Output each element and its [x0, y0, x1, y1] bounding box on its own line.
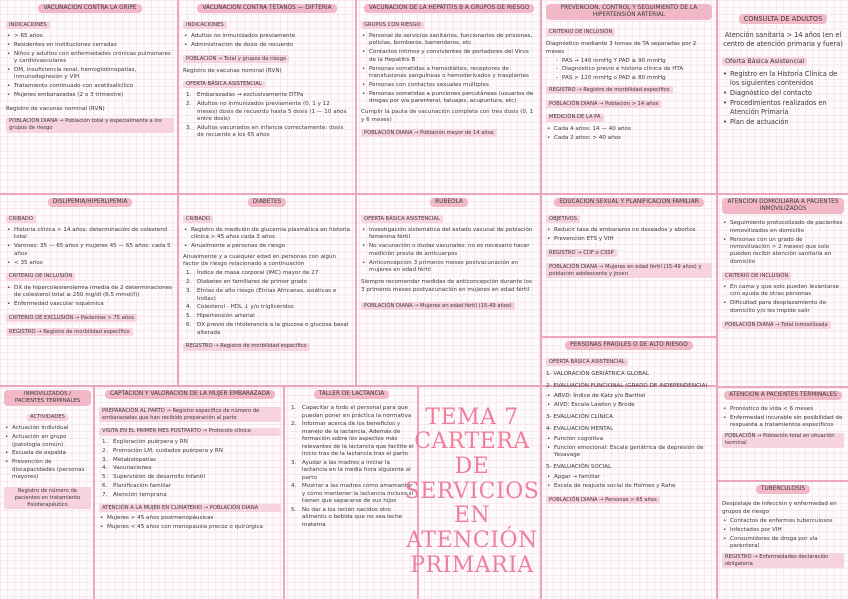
section-title: ATENCIÓN DOMICILIARIA A PACIENTES INMOVILIZADOS [722, 198, 844, 214]
registro-label: REGISTRO [549, 249, 576, 256]
list-objetivos [546, 227, 712, 243]
divider [0, 193, 848, 195]
evaluacion-1: 1- VALORACIÓN GERIÁTRICA GLOBAL [546, 371, 649, 378]
label-grupos: GRUPOS CON RIESGO [361, 21, 424, 29]
list-item-text: Vacunaciones [113, 465, 152, 472]
climaterio-text: → POBLACIÓN DIANA [203, 504, 259, 511]
list-item: • Escala de reajuste social de Holmes y Rahe [546, 483, 712, 490]
list-item: • No vacunación o dudas vacunales: no es necesario hacer medición previa de anticuerpos [361, 243, 537, 258]
list-item: • Personas sometidas a hemodiálisis, receptores de transfusiones sanguíneas o hemoderivados y trasplantes [361, 66, 537, 81]
list-item-text: Adultos vacunados en infancia correctamente: dosis de recuerdo a los 65 años [197, 124, 344, 139]
list-item: • AIVD: Escala Lawton y Brode [546, 402, 712, 409]
label-criterio: CRITERIO DE INCLUSIÓN [6, 273, 75, 281]
list-item: • Seguimiento protocolizado de pacientes inmovilizados en domicilio [722, 220, 844, 235]
list-item: • DM, insuficiencia renal, hemoglobinopatías, inmunodepresión y VIH [6, 67, 174, 82]
registro-text: → Registro de morbilidad específico [214, 343, 307, 350]
divider [355, 0, 357, 386]
list-item: 3. Etnias de alto riesgo (Etnias Africanas, asiáticas e Indias) [183, 288, 351, 303]
registro [183, 343, 310, 351]
poblacion-label: POBLACIÓN DIANA [549, 496, 598, 503]
list-item: 2. Adultos no inmunizados previamente (0, 1 y 12 meses) dosis de recuerdo hasta 5 dosis (1 — 10 años entre dosis) [183, 101, 351, 123]
registro-text: Registro de vacunas nominal (RVN) [183, 68, 282, 75]
divider [283, 386, 285, 599]
poblacion-diana [546, 100, 661, 108]
section-inmovilizados [4, 390, 91, 595]
list-item: • Enfermedad incurable sin posibilidad de respuesta a tratamientos específicos [722, 415, 844, 430]
visita-text: → Protocolo clínico [202, 428, 251, 435]
list-item: 1. Capacitar a todo el personal para que puedan poner en práctica la normativa [288, 405, 415, 420]
anual-text: Anualmente y a cualquier edad en personas con algún factor de riesgo relacionado a continuación [183, 253, 337, 268]
registro [6, 328, 133, 336]
poblacion [183, 55, 289, 63]
poblacion-label: POBLACIÓN DIANA [549, 263, 598, 270]
list-factores [183, 270, 351, 337]
climaterio-label: ATENCIÓN A LA MUJER EN CLIMATERIO [102, 504, 203, 511]
main-title-line: PRIMARIA [410, 552, 534, 578]
list-item: 2. Diabetes en familiares de primer grado [186, 279, 308, 286]
list-indicaciones [183, 33, 351, 49]
list-item: • Registro de medición de glucemia plasmática en historia clínica > 45 años cada 3 años [183, 227, 351, 242]
section-domicilio [722, 198, 844, 383]
poblacion-diana [361, 129, 497, 137]
list-item: • Cada 4 años: 14 — 40 años [546, 126, 712, 133]
section-dislipemia [6, 198, 174, 383]
list-item: • Mujeres embarazadas (2 o 3 trimestre) [6, 92, 174, 99]
registro [546, 249, 617, 257]
registro-label: REGISTRO [186, 343, 213, 350]
section-rubeola [361, 198, 537, 383]
exclusion-text: → Pacientes > 75 años [74, 314, 134, 321]
list-item: • Apgar → familiar [546, 474, 712, 481]
intro-text: Atención sanitaria > 14 años (en el centro de atención primaria y fuera) [723, 31, 843, 48]
preparacion-parto [99, 407, 281, 422]
label-criterio: CRITERIO DE INCLUSIÓN [722, 272, 791, 280]
divider [177, 0, 179, 386]
list-item: • < 35 años [6, 260, 174, 267]
section-title: VACUNACIÓN CONTRA TÉTANOS — DIFTERIA [197, 4, 336, 13]
list-item: • Consumidores de droga por vía parenteral [722, 536, 844, 551]
exclusion-label: CRITERIO DE EXCLUSIÓN [9, 314, 74, 321]
list-item: • Mujeres > 45 años postmenopáusicas [99, 515, 281, 522]
list-item: • Tratamiento continuado con acetilsalicílico [6, 83, 174, 90]
list-item-text: Índice de masa corporal (IMC) mayor de 27 [197, 270, 319, 277]
preparacion-label: PREPARACIÓN AL PARTO [102, 407, 165, 414]
main-title-line: ATENCIÓN [406, 527, 538, 553]
list-item: • Actuación en grupo (patología común) [4, 434, 91, 449]
list-item: • Varones: 35 — 65 años y mujeres 45 — 65 años: cada 5 años [6, 243, 174, 258]
poblacion-label: POBLACIÓN DIANA [364, 129, 413, 136]
list-oferta [361, 227, 537, 274]
registro-label: REGISTRO [549, 86, 576, 93]
list-cribado [183, 227, 351, 251]
poblacion-diana [361, 302, 515, 310]
poblacion-label: POBLACIÓN DIANA [9, 118, 58, 125]
list-item-text: Exploración puérpera y RN [113, 438, 188, 445]
criterio-text: Diagnóstico mediante 3 tomas de TA separadas por 2 meses [546, 41, 697, 55]
list-item: • Personas con un grado de inmovilización > 2 meses) que solo pueden recibir atención sanitaria en domicilio [722, 237, 844, 267]
evaluacion-3: 3- EVALUACIÓN CLÍNICA [546, 414, 614, 421]
list-item: • Mujeres < 45 años con menopausia precoz o quirúrgica [99, 524, 281, 531]
list-item: 1. Embarazadas → exclusivamente DTPa [186, 92, 304, 99]
label-oferta: Oferta Básica Asistencial [722, 57, 807, 66]
divider [93, 386, 95, 599]
list-item: • Anualmente a personas de riesgo [183, 243, 351, 250]
list-item: • Personal de servicios sanitarios, funcionarios de prisiones, policías, bomberos, barrenderos, etc [361, 33, 537, 48]
list-item: • Diagnóstico del contacto [722, 89, 844, 98]
list-item: • Residentes en instituciones cerradas [6, 42, 174, 49]
list-item: • Niños y adultos con enfermedades crónicas pulmonares y cardiovasculares [6, 51, 174, 66]
list-item: • Contactos de enfermos tuberculosos [722, 518, 844, 525]
list-item-text: Adultos no inmunizados previamente (0, 1 y 12 meses) dosis de recuerdo hasta 5 dosis (1 — 10 años entre dosis) [197, 101, 347, 123]
list-item: 1. Exploración puérpera y RN [102, 438, 188, 445]
list-item: • Escuela de espalda [4, 450, 91, 457]
list-item: • Cada 2 años: > 40 años [546, 135, 712, 142]
label-oferta: OFERTA BÁSICA ASISTENCIAL [361, 215, 443, 223]
list-item: • Anticoncepción 3 primeros meses postvacunación en mujeres en edad fértil [361, 260, 537, 275]
list-evaluacion-5 [546, 474, 712, 490]
divider [716, 480, 848, 482]
list-evaluacion-4 [546, 436, 712, 460]
label-objetivos: OBJETIVOS [546, 215, 580, 223]
section-title: VACUNACIÓN CONTRA LA GRIPE [38, 4, 141, 13]
poblacion-text: → Mujeres en edad fértil (15-49 años) y población adolescente y joven [549, 263, 702, 277]
poblacion-text: → Mujeres en edad fértil (15-49 años) [414, 302, 512, 309]
list-criterio [556, 58, 712, 82]
list-item: • Función cognitiva [546, 436, 712, 443]
list-terminales [722, 406, 844, 430]
list-item: 4. Vacunaciones [102, 465, 152, 472]
section-gripe [6, 4, 174, 190]
evaluacion-4: 4- EVALUACIÓN MENTAL [546, 426, 614, 433]
list-item: - PAS > 120 mmHg o PAD ≥ 80 mmHg [556, 75, 712, 82]
list-item-text: Etnias de alto riesgo (Etnias Africanas, asiáticas e Indias) [197, 288, 337, 302]
poblacion-text: → Total y grupos de riesgo [218, 55, 287, 62]
list-item: • Actuación individual [4, 425, 91, 432]
poblacion-label: POBLACIÓN DIANA [549, 100, 598, 107]
label-criterio: CRITERIO DE INCLUSIÓN [546, 28, 615, 36]
section-title: PERSONAS FRÁGILES O DE ALTO RIESGO [565, 341, 693, 350]
list-domicilio [722, 220, 844, 266]
label-cribado: CRIBADO [6, 215, 36, 223]
list-item-text: DX previo de intolerancia a la glucosa o glucosa basal alterada [197, 322, 349, 336]
intro-text: Despistaje de infección y enfermedad en grupos de riesgo [722, 501, 837, 515]
poblacion-diana [6, 118, 174, 133]
visita-postparto [99, 428, 281, 436]
list-item: • > 65 años [6, 33, 174, 40]
list-item: • Registro en la Historia Clínica de los siguientes contenidos [722, 70, 844, 87]
label-oferta: OFERTA BÁSICA ASISTENCIAL [183, 81, 265, 89]
list-item: • En cama y que solo pueden levantarse con ayuda de otras personas [722, 284, 844, 299]
main-title-line: CARTERA DE [414, 429, 530, 480]
section-title: RUBÉOLA [430, 198, 468, 207]
list-item-text: Embarazadas → exclusivamente DTPa [197, 92, 304, 99]
list-oferta [183, 92, 351, 139]
list-item-text: Mostrar a las madres cómo amamantar y cómo mantener la lactancia incluso si tienen que separarse de sus hijos [302, 483, 414, 505]
section-title: TUBERCULOSIS [756, 485, 810, 494]
recomendar-text: Siempre recomendar medidas de anticoncepción durante los 3 primeros meses postvacunación en mujeres en edad fértil [361, 279, 532, 293]
list-item: 3. Ayudar a las madres a iniciar la lactancia en la media hora siguiente al parto [288, 460, 415, 482]
list-item: 4. Colesterol - HDL ↓ y/o triglicéridos [186, 304, 294, 311]
list-item: • Prevención de discapacidades (personas mayores) [4, 459, 91, 481]
section-title: PREVENCIÓN, CONTROL Y SEGUIMIENTO DE LA HIPERTENSIÓN ARTERIAL [546, 4, 712, 20]
label-indicaciones: INDICACIONES [6, 21, 50, 29]
poblacion-label: POBLACIÓN DIANA [364, 302, 413, 309]
list-item-text: Planificación familiar [113, 483, 172, 490]
list-item-text: Supervisión de desarrollo infantil [113, 474, 206, 481]
list-item: • Función emocional: Escala geriátrica de depresión de Yesavage [546, 445, 712, 460]
list-item-text: Hipertensión arterial [197, 313, 255, 320]
divider [540, 336, 716, 338]
registro-text: Registro de número de pacientes en tratamiento fisioterapéutico [4, 487, 91, 509]
list-item: 5. No dar a los recién nacidos otro alimento o bebida que no sea leche materna [288, 507, 415, 529]
visita-label: VISITA EN EL PRIMER MES POSTPARTO [102, 428, 201, 435]
poblacion-label: POBLACIÓN [186, 55, 217, 62]
list-evaluacion-2 [546, 393, 712, 409]
registro-text: → Enfermedades declaración obligatoria [725, 553, 829, 567]
list-item: • Dificultad para desplazamiento de domicilio y/o les impide salir [722, 300, 844, 315]
list-item: • Administración de dosis de recuerdo [183, 42, 351, 49]
registro-text: → Registro de morbilidad específico [37, 328, 130, 335]
list-grupos [361, 33, 537, 105]
section-tetanos [183, 4, 351, 190]
list-item: 6. DX previo de intolerancia a la glucosa o glucosa basal alterada [183, 322, 351, 337]
section-tuberculosis [722, 485, 844, 595]
section-diabetes [183, 198, 351, 383]
list-item-text: Colesterol - HDL ↓ y/o triglicéridos [197, 304, 294, 311]
poblacion-label: POBLACIÓN [725, 433, 756, 440]
list-item-text: Ayudar a las madres a iniciar la lactancia en la media hora siguiente al parto [302, 459, 411, 481]
registro-text: Registro de vacunas nominal (RVN) [6, 105, 105, 112]
list-item: 7. Atención temprana [102, 492, 167, 499]
list-item: • Contactos íntimos y convivientes de portadores del Virus de la Hepatitis B [361, 49, 537, 64]
section-title: ATENCIÓN A PACIENTES TERMINALES [724, 391, 842, 400]
list-item: • Historia clínica > 14 años: determinación de colesterol total [6, 227, 174, 242]
list-item-text: No dar a los recién nacidos otro alimento o bebida que no sea leche materna [302, 507, 403, 528]
section-terminales [722, 391, 844, 477]
exclusion [6, 314, 137, 322]
list-item: • ABVD: Índice de Katz y/o Barthel [546, 393, 712, 400]
list-item: • Personas sometidas a punciones percutáneas (usuarios de drogas por vía parenteral, tatuajes, acupuntura, etc) [361, 91, 537, 106]
list-item: • Procedimientos realizados en Atención Primaria [722, 99, 844, 116]
climaterio [99, 504, 281, 512]
poblacion-text: → Población total y especialmente a los grupos de riesgo [9, 118, 162, 132]
section-title: CAPTACIÓN Y VALORACIÓN DE LA MUJER EMBARAZADA [105, 390, 275, 399]
poblacion-diana [722, 321, 831, 329]
list-item: 1. Índice de masa corporal (IMC) mayor de 27 [186, 270, 319, 277]
list-item: • Reducir tasa de embarazos no deseados y abortos [546, 227, 712, 234]
list-item-text: Promoción LM, cuidados puérpera y RN [113, 447, 223, 454]
list-item-text: Diabetes en familiares de primer grado [197, 279, 308, 286]
list-item-text: Capacitar a todo el personal para que puedan poner en práctica la normativa [302, 405, 412, 419]
list-cribado [6, 227, 174, 267]
list-item-text: Metabolopatías [113, 456, 156, 463]
list-item: - Diagnóstico previo e historia clínica de HTA [556, 66, 712, 73]
poblacion-text: → Población > 14 años [599, 100, 659, 107]
poblacion-label: POBLACIÓN DIANA [725, 321, 774, 328]
poblacion-text: → Población mayor de 14 años [414, 129, 494, 136]
section-title: DISLIPEMIA/HIPERLIPEMIA [48, 198, 133, 207]
main-title-line: SERVICIOS EN [404, 478, 540, 529]
registro-text: → Registro de morbilidad específico [577, 86, 670, 93]
section-adultos [722, 14, 844, 190]
divider [716, 0, 718, 599]
evaluacion-2: 2- EVALUACIÓN FUNCIONAL (GRADO DE INDEPENDENCIA) [546, 383, 708, 390]
list-item: • DX de hipercolesterolemia (media de 2 determinaciones de colesterol total ≥ 250 mg/dl (6.5 mmol/l)) [6, 285, 174, 300]
divider [540, 0, 542, 599]
divider [716, 386, 848, 388]
section-title: VACUNACIÓN DE LA HEPATITIS B A GRUPOS DE RIESGO [364, 4, 534, 13]
list-item: • Investigación sistemática del estado vacunal de población femenina fértil [361, 227, 537, 242]
section-fragiles [546, 341, 712, 581]
registro [722, 553, 844, 568]
section-title: DIABETES [248, 198, 287, 207]
label-cribado: CRIBADO [183, 215, 213, 223]
section-title: INMOVILIZADOS / PACIENTES TERMINALES [4, 390, 91, 406]
poblacion-diana [546, 496, 660, 504]
list-visita [99, 439, 281, 500]
list-item: 3. Metabolopatías [102, 456, 156, 463]
list-item: 2. Promoción LM, cuidados puérpera y RN [102, 447, 223, 454]
section-title: EDUCACIÓN SEXUAL Y PLANIFICACIÓN FAMILIAR [554, 198, 704, 207]
list-tuberculosis [722, 518, 844, 551]
list-item: • Personas con contactos sexuales múltiples [361, 82, 537, 89]
label-medicion: MEDICIÓN DE LA PA [546, 114, 604, 122]
main-title [404, 404, 540, 578]
label-indicaciones: INDICACIONES [183, 21, 227, 29]
pauta-text: Cumplir la pauta de vacunación completa con tres dosis (0, 1 y 6 meses) [361, 109, 534, 123]
preparacion-text: → Registro específico de número de embarazadas que han recibido preparación al parto [102, 407, 260, 421]
registro-text: → CDF o CSSP [577, 249, 614, 256]
list-criterio [722, 284, 844, 315]
list-item: 6. Planificación familiar [102, 483, 172, 490]
list-item: 5. Supervisión de desarrollo infantil [102, 474, 206, 481]
list-item: 4. Mostrar a las madres cómo amamantar y cómo mantener la lactancia incluso si tienen que separarse de sus hijos [291, 483, 414, 505]
poblacion-diana [546, 263, 712, 278]
main-title-line: TEMA 7 [425, 404, 519, 430]
list-item: • Pronóstico de vida < 6 meses [722, 406, 844, 413]
section-title: TALLER DE LACTANCIA [314, 390, 389, 399]
registro-label: REGISTRO [9, 328, 36, 335]
list-item-text: Informar acerca de los beneficios y manejo de la lactancia. Además de formación sobre los aspectos más relevantes de la lactancia que facilite el inicio tras de la lactancia tras el parto [302, 421, 414, 457]
list-item: 3. Adultos vacunados en infancia correctamente: dosis de recuerdo a los 65 años [183, 125, 351, 140]
list-item: • Adultos no inmunizados previamente [183, 33, 351, 40]
evaluacion-5: 5- EVALUACIÓN SOCIAL [546, 464, 612, 471]
list-medicion [546, 126, 712, 142]
section-lactancia [288, 390, 415, 595]
label-oferta: OFERTA BÁSICA ASISTENCIAL [546, 358, 628, 366]
list-criterio [6, 285, 174, 309]
registro-label: REGISTRO [725, 553, 752, 560]
list-item: • Prevención ETS y VIH [546, 236, 712, 243]
list-item: - PAS → 140 mmHg Y PAD ≥ 90 mmHg [556, 58, 712, 65]
poblacion [722, 433, 844, 448]
poblacion-text: → Personas > 65 años [599, 496, 657, 503]
list-item: • Enfermedad vascular isquémica [6, 301, 174, 308]
section-mujer [99, 390, 281, 595]
section-title: CONSULTA DE ADULTOS [739, 14, 828, 24]
list-actividades [4, 425, 91, 481]
list-item: • Plan de actuación [722, 118, 844, 127]
label-actividades: ACTIVIDADES [27, 414, 68, 422]
list-item: 5. Hipertensión arterial [186, 313, 255, 320]
list-indicaciones [6, 33, 174, 100]
section-hepatitis [361, 4, 537, 190]
list-item: • Infectados por VIH [722, 527, 844, 534]
registro [546, 86, 673, 94]
list-item-text: Atención temprana [113, 492, 167, 499]
section-hta [546, 4, 712, 190]
list-lactancia [288, 405, 415, 529]
poblacion-text: → Total inmovilizada [775, 321, 828, 328]
list-item: 2. Informar acerca de los beneficios y manejo de la lactancia. Además de formación sobre los aspectos más relevantes de la lactancia que facilite el inicio tras de la lactancia tras el parto [291, 421, 414, 457]
poblacion-text: → Población total en situación terminal [725, 433, 835, 447]
list-oferta [722, 70, 844, 127]
list-climaterio [99, 515, 281, 531]
section-educacion [546, 198, 712, 334]
